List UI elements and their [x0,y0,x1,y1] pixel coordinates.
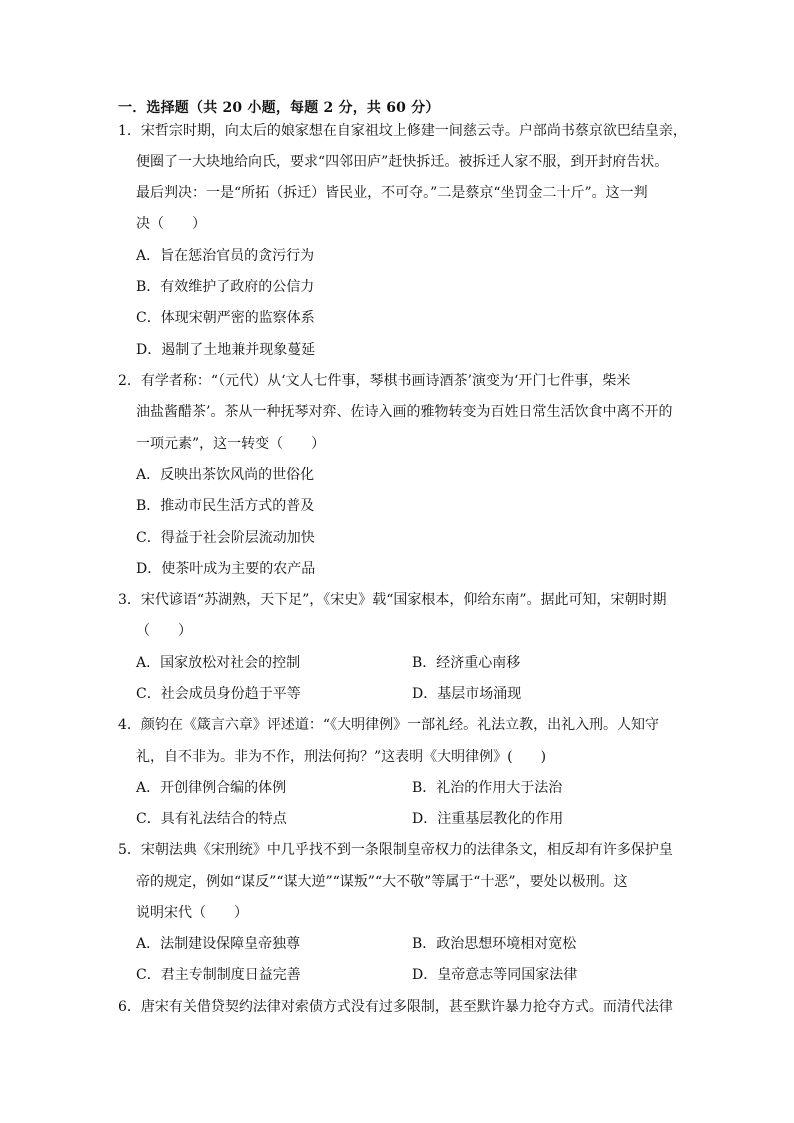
question-stem-line: 便圈了一大块地给向氏，要求“四邻田庐”赶快拆迁。被拆迁人家不服，到开封府告状。 [136,154,669,170]
option-a: A．开创律例合编的体例 [136,780,287,796]
option-d: D．皇帝意志等同国家法律 [412,967,578,983]
option-d: D．使茶叶成为主要的农产品 [136,561,316,577]
option-a: A．旨在惩治官员的贪污行为 [136,248,315,264]
option-c: C．具有礼法结合的特点 [136,811,287,827]
option-d: D．基层市场涌现 [412,686,522,702]
section-title: 一．选择题（共 20 小题，每题 2 分，共 60 分） [118,100,440,116]
option-d: D．注重基层教化的作用 [412,811,564,827]
option-b: B．有效维护了政府的公信力 [136,279,315,295]
question-stem-line: 说明宋代（ ） [136,905,248,921]
option-c: C．体现宋朝严密的监察体系 [136,310,315,326]
option-a: A．法制建设保障皇帝独尊 [136,936,301,952]
option-b: B．推动市民生活方式的普及 [136,498,315,514]
option-b: B．礼治的作用大于法治 [412,780,563,796]
question-stem-line: 4．颜钧在《箴言六章》评述道：“《大明律例》一部礼经。礼法立教，出礼入刑。人知守 [118,717,660,733]
question-stem-line: 最后判决：一是“所拓（拆迁）皆民业，不可夺。”二是蔡京“坐罚金二十斤”。这一判 [136,185,648,201]
option-a: A．国家放松对社会的控制 [136,655,301,671]
question-stem-line: 5．宋朝法典《宋刑统》中几乎找不到一条限制皇帝权力的法律条文，相反却有许多保护皇 [118,842,673,858]
option-c: C．得益于社会阶层流动加快 [136,530,315,546]
option-c: C．君主专制制度日益完善 [136,967,301,983]
option-a: A．反映出茶饮风尚的世俗化 [136,467,315,483]
question-stem-line: （ ） [136,623,192,639]
question-stem-line: 2．有学者称：“（元代）从‘文人七件事，琴棋书画诗酒茶’演变为‘开门七件事，柴米 [118,373,631,389]
question-stem-line: 礼，自不非为。非为不作，刑法何拘？”这表明《大明律例》( ) [136,749,547,765]
question-stem-line: 一项元素”，这一转变（ ） [136,436,326,452]
option-c: C．社会成员身份趋于平等 [136,686,301,702]
question-stem-line: 油盐酱醋茶’。茶从一种抚琴对弈、佐诗入画的雅物转变为百姓日常生活饮食中离不开的 [136,404,673,420]
question-stem-line: 决（ ） [136,216,206,232]
question-stem-line: 3．宋代谚语“苏湖熟，天下足”，《宋史》载“国家根本，仰给东南”。据此可知，宋朝时期 [118,592,667,608]
question-stem-line: 1．宋哲宗时期，向太后的娘家想在自家祖坟上修建一间慈云寺。户部尚书蔡京欲巴结皇亲， [118,123,687,139]
option-d: D．遏制了土地兼并现象蔓延 [136,342,316,358]
question-stem-line: 帝的规定，例如“谋反”“谋大逆”“谋叛”“大不敬”等属于“十恶”，要处以极刑。这 [136,874,628,890]
option-b: B．政治思想环境相对宽松 [412,936,577,952]
question-stem-line: 6．唐宋有关借贷契约法律对索债方式没有过多限制，甚至默许暴力抢夺方式。而清代法律 [118,999,673,1015]
option-b: B．经济重心南移 [412,655,521,671]
